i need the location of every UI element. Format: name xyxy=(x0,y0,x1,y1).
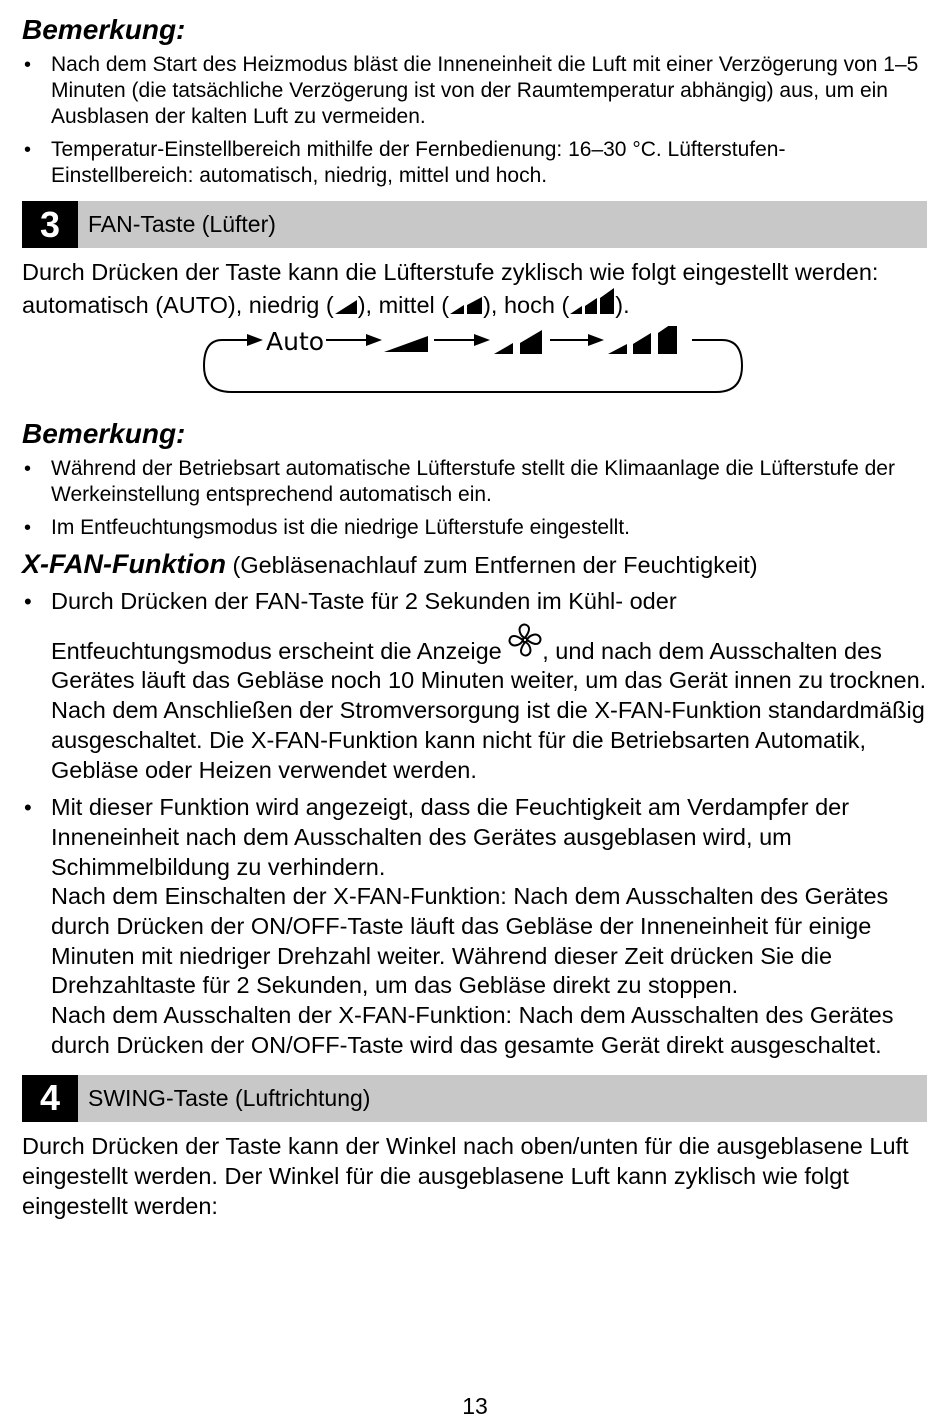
fan-high-icon xyxy=(569,287,615,315)
section-3-text xyxy=(22,257,927,320)
xfan-item-1 xyxy=(22,587,927,785)
remark-item: • Nach dem Start des Heizmodus bläst die Inneneinheit die Luft mit einer Verzögerung von 1–5 Minuten (die tatsächliche Verzögerung ist von der Raumtemperatur abhängig) aus, um ein Ausblasen der kalten Luft zu vermeiden. xyxy=(22,52,927,130)
xfan-title: X-FAN-Funktion xyxy=(22,549,226,579)
xfan-item-2-para1: • Mit dieser Funktion wird angezeigt, dass die Feuchtigkeit am Verdampfer der Inneneinheit nach dem Ausschalten des Gerätes ausgeblasen wird, um Schimmelbildung zu verhindern. xyxy=(51,794,850,880)
section-4-number: 4 xyxy=(22,1075,78,1122)
xfan-list xyxy=(22,587,927,1061)
xfan-heading xyxy=(22,548,927,581)
xfan-indicator-icon xyxy=(508,623,542,657)
section-3-text-part: ), mittel ( xyxy=(357,292,450,318)
section-3-text-part: ), hoch ( xyxy=(483,292,570,318)
section-4-header xyxy=(22,1075,927,1122)
section-3-text-part: ). xyxy=(615,292,630,318)
xfan-item-2 xyxy=(22,793,927,1060)
remark-item: • Temperatur-Einstellbereich mithilfe der Fernbedienung: 16–30 °C. Lüfterstufen-Einstellbereich: automatisch, niedrig, mittel und hoch. xyxy=(22,137,927,189)
section-3-title: FAN-Taste (Lüfter) xyxy=(88,211,276,237)
xfan-item-1-line1: Durch Drücken der FAN-Taste für 2 Sekunden im Kühl- oder xyxy=(51,588,677,614)
xfan-item-2-para2: Nach dem Einschalten der X-FAN-Funktion: Nach dem Ausschalten des Gerätes durch Drücken der ON/OFF-Taste läuft das Gebläse der Inneneinheit für einige Minuten mit niedriger Drehzahl weiter. Während dieser Zeit drücken Sie die Drehzahltaste für 2 Sekunden, um das Gebläse direkt zu stoppen. xyxy=(51,883,889,999)
cycle-loop xyxy=(22,326,927,412)
xfan-item-1-pre-icon-text: Entfeuchtungsmodus erscheint die Anzeige xyxy=(51,637,502,664)
remark-item: • Während der Betriebsart automatische Lüfterstufe stellt die Klimaanlage die Lüfterstufe der Werkeinstellung entsprechend automatisch ein. xyxy=(22,456,927,508)
xfan-item-1-para2: Nach dem Anschließen der Stromversorgung ist die X-FAN-Funktion standardmäßig ausgeschaltet. Die X-FAN-Funktion kann nicht für die Betriebsarten Automatik, Gebläse oder Heizen verwendet werden. xyxy=(51,697,925,783)
fan-medium-icon xyxy=(449,293,483,315)
xfan-item-1-line2 xyxy=(51,623,927,696)
page-number: 13 xyxy=(462,1393,488,1419)
xfan-item-1-post-icon-text: , und nach dem Ausschalten des Gerätes läuft das Gebläse noch 10 Minuten weiter, um das Gerät innen zu trocknen. xyxy=(51,637,927,694)
remark-item: • Im Entfeuchtungsmodus ist die niedrige Lüfterstufe eingestellt. xyxy=(22,515,927,541)
remark-list-1 xyxy=(22,52,927,189)
remark-heading-2: Bemerkung: xyxy=(22,418,186,449)
cycle-auto-label: Auto xyxy=(266,327,325,356)
section-4-text: Durch Drücken der Taste kann der Winkel nach oben/unten für die ausgeblasene Luft eingestellt werden. Der Winkel für die ausgeblasene Luft kann zyklisch wie folgt eingestellt werden: xyxy=(22,1132,909,1219)
section-3-header xyxy=(22,201,927,248)
section-3-text-part: Durch Drücken der Taste kann die Lüfterstufe zyklisch wie folgt eingestellt werden: automatisch (AUTO), niedrig ( xyxy=(22,259,879,318)
fan-speed-cycle-diagram xyxy=(22,326,927,412)
page-content xyxy=(22,12,927,1221)
xfan-item-2-para3: Nach dem Ausschalten der X-FAN-Funktion: Nach dem Ausschalten des Gerätes durch Drücken der ON/OFF-Taste wird das gesamte Gerät direkt ausgeschaltet. xyxy=(51,1002,894,1058)
section-3-number: 3 xyxy=(22,201,78,248)
remark-heading-1: Bemerkung: xyxy=(22,14,186,45)
section-4-title: SWING-Taste (Luftrichtung) xyxy=(88,1084,371,1111)
xfan-subtitle: (Gebläsenachlauf zum Entfernen der Feuchtigkeit) xyxy=(232,552,758,578)
remark-list-2 xyxy=(22,456,927,541)
fan-low-icon xyxy=(334,295,358,315)
